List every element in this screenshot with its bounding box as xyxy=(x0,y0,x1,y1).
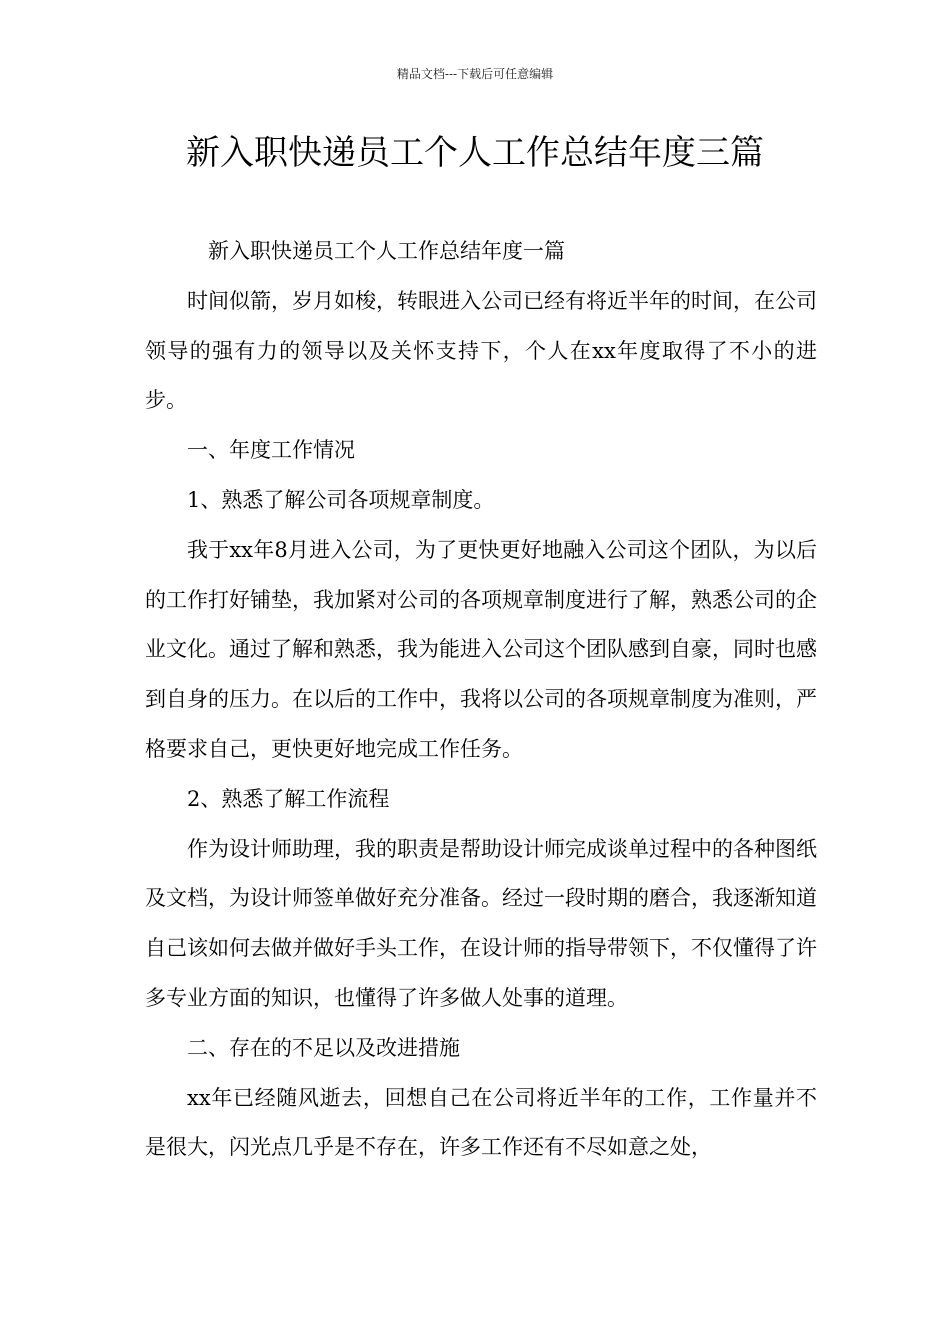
section-heading: 二、存在的不足以及改进措施 xyxy=(187,1035,460,1060)
paragraph: 时间似箭，岁月如梭，转眼进入公司已经有将近半年的时间，在公司领导的强有力的领导以及关怀支持下，个人在xx年度取得了不小的进步。 xyxy=(145,288,817,413)
document-title: 新入职快递员工个人工作总结年度三篇 xyxy=(186,133,764,173)
paragraph: xx年已经随风逝去，回想自己在公司将近半年的工作，工作量并不是很大，闪光点几乎是不存在，许多工作还有不尽如意之处， xyxy=(145,1085,817,1160)
section-subtitle: 新入职快递员工个人工作总结年度一篇 xyxy=(208,239,565,263)
page-header: 精品文档---下载后可任意编辑 xyxy=(396,67,554,81)
paragraph: 我于xx年8月进入公司，为了更快更好地融入公司这个团队，为以后的工作打好铺垫，我加紧对公司的各项规章制度进行了解，熟悉公司的企业文化。通过了解和熟悉，我为能进入公司这个团队感到自豪，同时也感到自身的压力。在以后的工作中，我将以公司的各项规章制度为准则，严格要求自己，更快更好地完成工作任务。 xyxy=(145,537,817,761)
document-body xyxy=(145,227,817,1173)
subsection-heading: 2、熟悉了解工作流程 xyxy=(187,786,390,811)
subsection-heading: 1、熟悉了解公司各项规章制度。 xyxy=(187,487,495,512)
paragraph: 作为设计师助理，我的职责是帮助设计师完成谈单过程中的各种图纸及文档，为设计师签单做好充分准备。经过一段时期的磨合，我逐渐知道自己该如何去做并做好手头工作，在设计师的指导带领下，不仅懂得了许多专业方面的知识，也懂得了许多做人处事的道理。 xyxy=(145,836,817,1010)
section-heading: 一、年度工作情况 xyxy=(187,438,355,463)
